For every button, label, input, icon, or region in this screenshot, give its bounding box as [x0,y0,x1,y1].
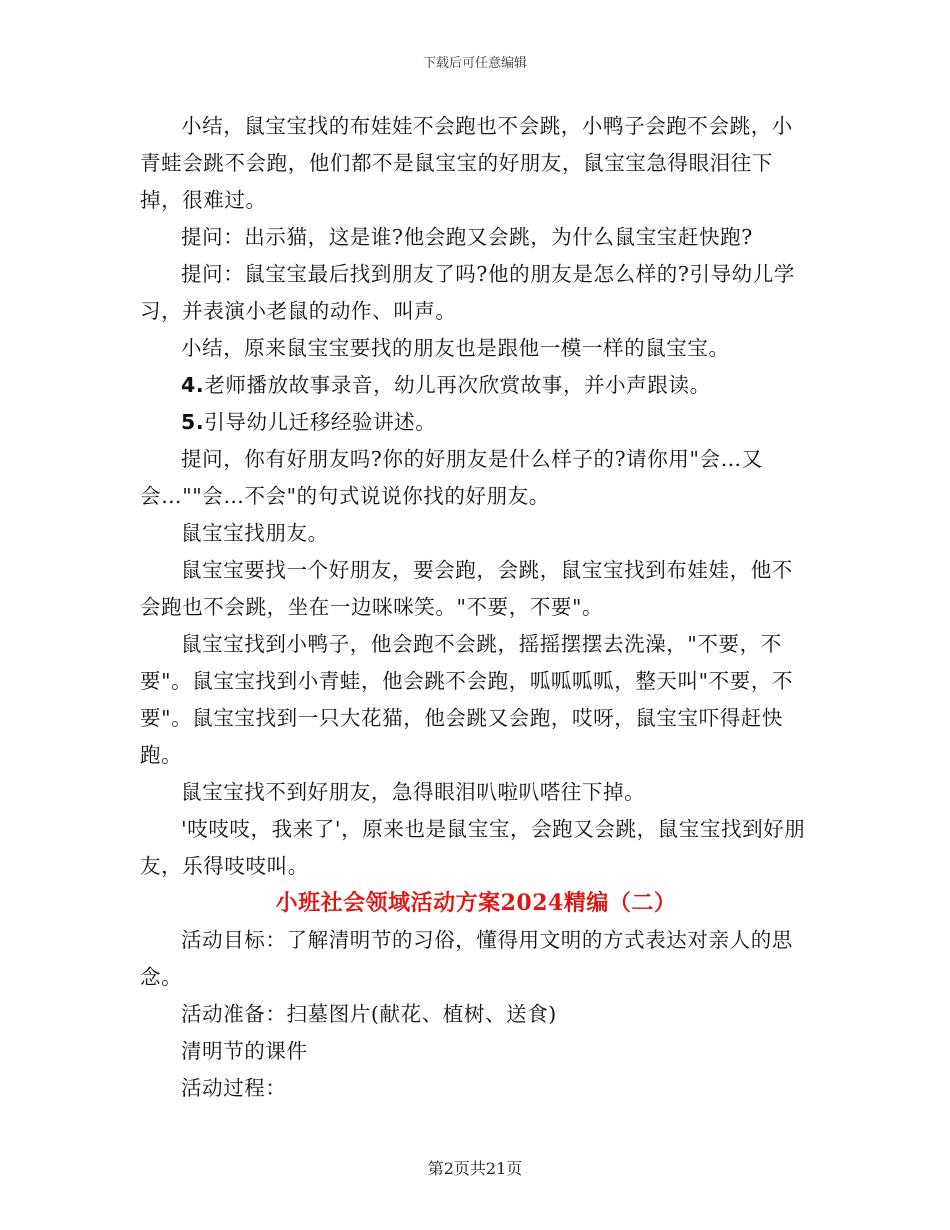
step-number: 5. [181,410,205,434]
paragraph-step-5 [140,404,812,441]
paragraph-summary-2: 小结，原来鼠宝宝要找的朋友也是跟他一模一样的鼠宝宝。 [181,336,730,360]
story-paragraph-2: 鼠宝宝找到小鸭子，他会跑不会跳，摇摇摆摆去洗澡，"不要，不要"。鼠宝宝找到小青蛙，他会跳不会跑，呱呱呱呱，整天叫"不要，不要"。鼠宝宝找到一只大花猫，他会跳又会跑，哎呀，鼠宝宝吓得赶快跑。 [140,632,794,767]
document-body [140,108,812,1107]
paragraph-summary-1: 小结，鼠宝宝找的布娃娃不会跑也不会跳，小鸭子会跑不会跳，小青蛙会跳不会跑，他们都不是鼠宝宝的好朋友，鼠宝宝急得眼泪往下掉，很难过。 [140,114,793,212]
story-paragraph-3: 鼠宝宝找不到好朋友，急得眼泪叭啦叭嗒往下掉。 [181,780,646,804]
paragraph-courseware: 清明节的课件 [181,1039,308,1063]
page-footer: 第2页共21页 [427,1159,523,1178]
step-text: 引导幼儿迁移经验讲述。 [204,410,437,434]
paragraph-activity-prep: 活动准备：扫墓图片(献花、植树、送食) [181,1002,557,1026]
section-title: 小班社会领域活动方案2024精编（二） [275,890,677,916]
step-number: 4. [181,373,205,397]
page-header: 下载后可任意编辑 [422,56,527,71]
paragraph-question-friend: 提问：鼠宝宝最后找到朋友了吗?他的朋友是怎么样的?引导幼儿学习，并表演小老鼠的动作、叫声。 [140,262,795,323]
story-paragraph-4: '吱吱吱，我来了'，原来也是鼠宝宝，会跑又会跳，鼠宝宝找到好朋友，乐得吱吱叫。 [140,817,806,878]
paragraph-activity-goal: 活动目标：了解清明节的习俗，懂得用文明的方式表达对亲人的思念。 [140,928,793,989]
story-title: 鼠宝宝找朋友。 [181,521,329,545]
paragraph-step-4 [140,367,812,404]
story-paragraph-1: 鼠宝宝要找一个好朋友，要会跑，会跳，鼠宝宝找到布娃娃，他不会跑也不会跳，坐在一边咪咪笑。"不要，不要"。 [140,558,793,619]
step-text: 老师播放故事录音，幼儿再次欣赏故事，并小声跟读。 [204,373,711,397]
paragraph-question-cat: 提问：出示猫，这是谁?他会跑又会跳，为什么鼠宝宝赶快跑? [181,225,753,249]
paragraph-question-good-friend: 提问，你有好朋友吗?你的好朋友是什么样子的?请你用"会…又会…""会…不会"的句式说说你找的好朋友。 [140,447,763,508]
paragraph-activity-process: 活动过程： [181,1076,287,1100]
